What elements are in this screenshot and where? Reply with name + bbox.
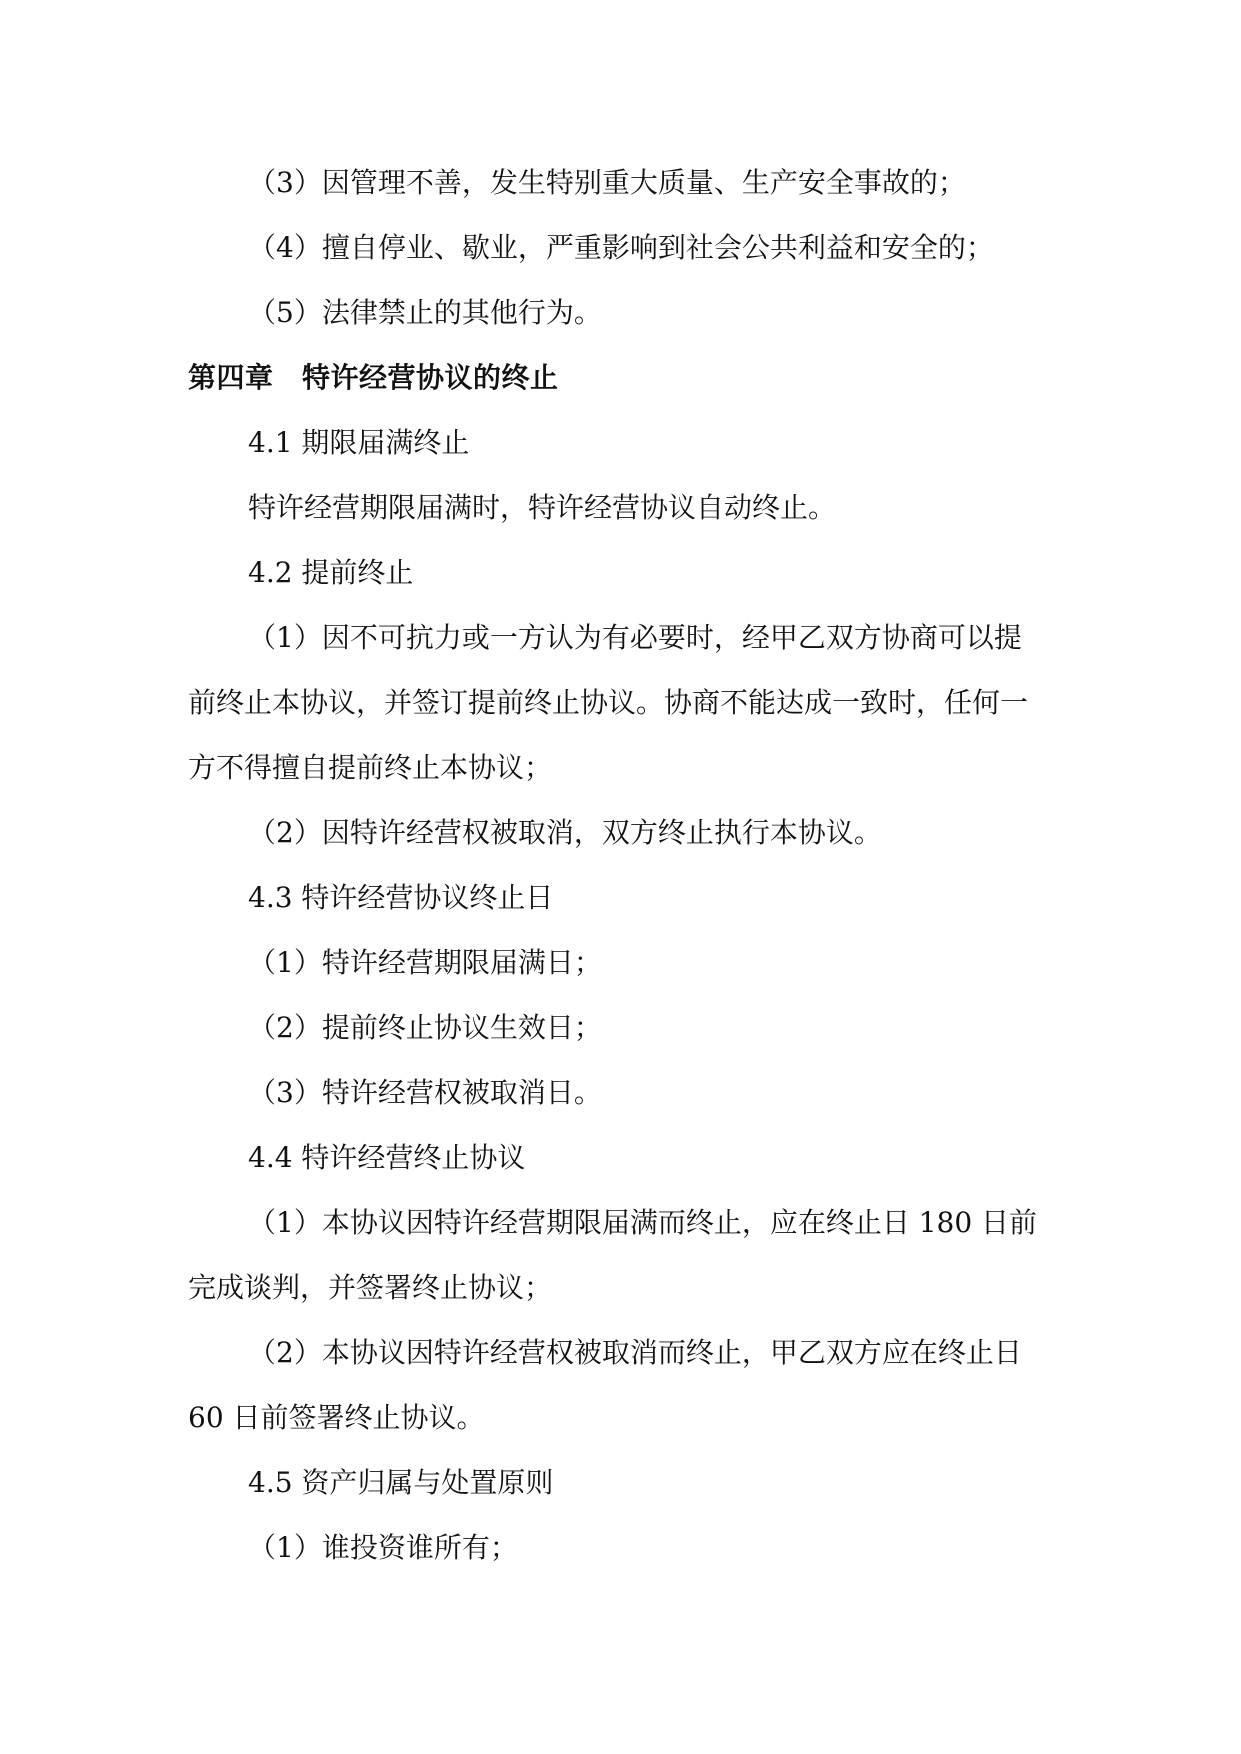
section-text-4-1: 特许经营期限届满时，特许经营协议自动终止。 bbox=[248, 491, 837, 524]
list-item: （2）因特许经营权被取消，双方终止执行本协议。 bbox=[248, 816, 882, 849]
list-item: （5）法律禁止的其他行为。 bbox=[248, 296, 602, 329]
list-item-continuation: 完成谈判，并签署终止协议； bbox=[188, 1271, 553, 1304]
section-title-4-5: 4.5 资产归属与处置原则 bbox=[248, 1466, 554, 1499]
list-item: （1）谁投资谁所有； bbox=[248, 1531, 518, 1564]
list-item: （1）特许经营期限届满日； bbox=[248, 946, 602, 979]
list-item: （4）擅自停业、歇业，严重影响到社会公共利益和安全的； bbox=[248, 231, 994, 264]
list-item: （2）提前终止协议生效日； bbox=[248, 1011, 602, 1044]
list-item-continuation: 方不得擅自提前终止本协议； bbox=[188, 751, 553, 784]
section-title-4-3: 4.3 特许经营协议终止日 bbox=[248, 881, 554, 914]
chapter-heading: 第四章 特许经营协议的终止 bbox=[188, 361, 559, 394]
list-item: （1）因不可抗力或一方认为有必要时，经甲乙双方协商可以提 bbox=[248, 621, 1022, 654]
list-item-continuation: 60 日前签署终止协议。 bbox=[188, 1401, 485, 1434]
list-item: （3）特许经营权被取消日。 bbox=[248, 1076, 602, 1109]
list-item-continuation: 前终止本协议，并签订提前终止协议。协商不能达成一致时，任何一 bbox=[188, 686, 1029, 719]
section-title-4-2: 4.2 提前终止 bbox=[248, 556, 414, 589]
section-title-4-1: 4.1 期限届满终止 bbox=[248, 426, 470, 459]
list-item: （3）因管理不善，发生特别重大质量、生产安全事故的； bbox=[248, 166, 966, 199]
list-item: （1）本协议因特许经营期限届满而终止，应在终止日 180 日前 bbox=[248, 1206, 1038, 1239]
list-item: （2）本协议因特许经营权被取消而终止，甲乙双方应在终止日 bbox=[248, 1336, 1022, 1369]
section-title-4-4: 4.4 特许经营终止协议 bbox=[248, 1141, 526, 1174]
document-body bbox=[188, 150, 1058, 1580]
